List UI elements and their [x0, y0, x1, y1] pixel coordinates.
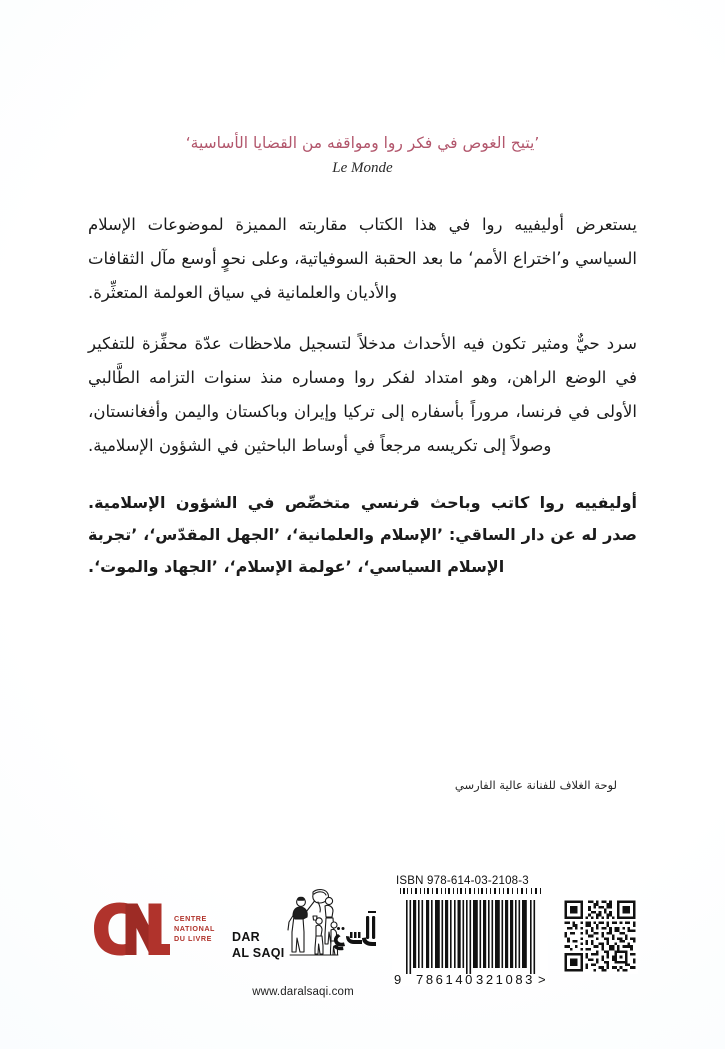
- press-quote-source: Le Monde: [332, 160, 393, 177]
- cnl-wordmark-icon: [92, 900, 170, 958]
- ean-right-group: 321083: [476, 972, 535, 986]
- cnl-subtitle-line-1: CENTRE: [174, 914, 207, 923]
- ean-leading-digit: 9: [394, 972, 402, 986]
- footer-bar: [0, 872, 725, 1042]
- cnl-logo: [92, 900, 218, 962]
- publisher-website[interactable]: www.daralsaqi.com: [252, 986, 354, 998]
- blurb-body: [88, 208, 637, 583]
- qr-code-icon[interactable]: [562, 898, 638, 974]
- cover-art-credit: لوحة الغلاف للفنانة عالية الفارسي: [454, 778, 617, 792]
- dar-al-saqi-logo: [228, 886, 378, 998]
- saqi-english-line-1: DAR: [232, 930, 260, 944]
- blurb-paragraph-1: يستعرض أوليفييه روا في هذا الكتاب مقاربته المميزة لموضوعات الإسلام السياسي و’اختراع الأمم‘ ما بعد الحقبة السوفياتية، وعلى نحوٍ أوسع مآل الثقافات والأديان والعلمانية في سياق العولمة المتعثِّرة.: [88, 215, 637, 302]
- cnl-subtitle: [174, 914, 215, 945]
- press-quote-block: [0, 132, 725, 177]
- ean-trailing-symbol: >: [538, 972, 546, 986]
- press-quote-text: ’يتيح الغوص في فكر روا ومواقفه من القضايا الأساسية‘: [185, 134, 540, 152]
- author-bio-paragraph: أوليفييه روا كاتب وباحث فرنسي متخصِّص في الشؤون الإسلامية. صدر له عن دار الساقي: ’الإسلام والعلمانية‘، ’الجهل المقدّس‘، ’تجربة الإسلام السياسي‘، ’عولمة الإسلام‘، ’الجهاد والموت‘.: [88, 492, 637, 576]
- saqi-english-line-2: AL SAQI: [232, 945, 285, 960]
- cnl-subtitle-line-2: NATIONAL: [174, 924, 215, 934]
- saqi-english-name: [232, 930, 285, 961]
- isbn-barcode-block: [392, 875, 548, 986]
- saqi-arabic-wordmark-icon: [332, 908, 384, 954]
- isbn-label: ISBN 978-614-03-2108-3: [396, 875, 529, 887]
- ean-left-group: 786140: [416, 972, 475, 986]
- blurb-paragraph-2: سرد حيٌّ ومثير تكون فيه الأحداث مدخلاً لتسجيل ملاحظات عدّة محفِّزة للتفكير في الوضع الراهن، وهو امتداد لفكر روا ومساره منذ سنوات التزامه الطَّالبي الأولى في فرنسا، مروراً بأسفاره إلى تركيا وإيران وباكستان واليمن وأفغانستان، وصولاً إلى تكريسه مرجعاً في أوساط الباحثين في الشؤون الإسلامية.: [88, 334, 637, 455]
- ean13-barcode-icon: [392, 888, 548, 986]
- cnl-subtitle-line-3: DU LIVRE: [174, 934, 212, 944]
